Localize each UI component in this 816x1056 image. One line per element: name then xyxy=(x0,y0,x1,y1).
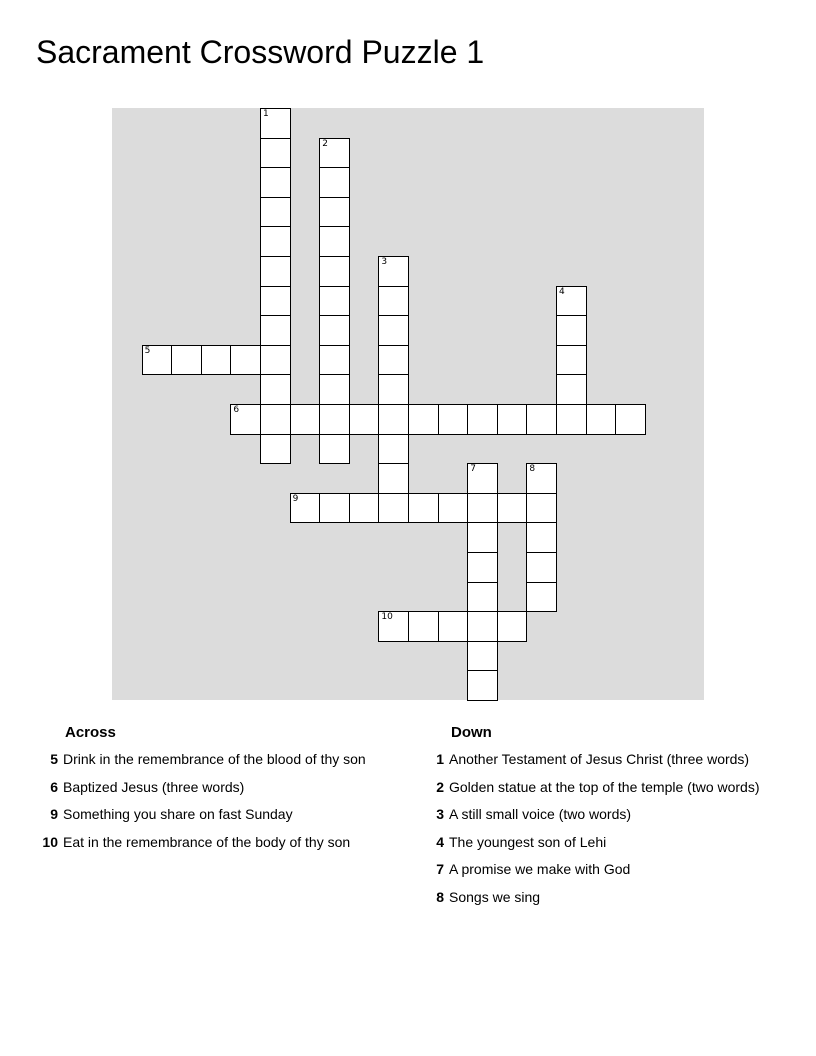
clue-number: 6 xyxy=(50,778,58,795)
crossword-cell[interactable] xyxy=(438,404,469,435)
crossword-cell[interactable] xyxy=(408,493,439,524)
crossword-cell[interactable] xyxy=(378,374,409,405)
crossword-cell[interactable] xyxy=(467,641,498,672)
crossword-cell[interactable] xyxy=(526,404,557,435)
clue-number: 4 xyxy=(436,833,444,850)
crossword-cell[interactable] xyxy=(467,493,498,524)
crossword-cell[interactable] xyxy=(378,404,409,435)
crossword-cell[interactable] xyxy=(615,404,646,435)
crossword-cell[interactable] xyxy=(497,611,528,642)
crossword-cell[interactable] xyxy=(201,345,232,376)
clue-number: 3 xyxy=(436,806,444,822)
crossword-cell[interactable] xyxy=(260,167,291,198)
clue-down-7 xyxy=(420,861,760,889)
crossword-cell[interactable] xyxy=(378,315,409,346)
clue-number: 7 xyxy=(436,861,444,877)
crossword-cell[interactable] xyxy=(319,374,350,405)
clue-across-9 xyxy=(34,806,366,834)
crossword-cell[interactable] xyxy=(467,463,498,494)
clue-across-10 xyxy=(34,834,366,862)
crossword-cell[interactable] xyxy=(260,138,291,169)
crossword-cell[interactable] xyxy=(349,493,380,524)
crossword-cell[interactable] xyxy=(260,374,291,405)
clue-number: 5 xyxy=(50,751,58,767)
crossword-cell[interactable] xyxy=(556,345,587,376)
crossword-cell[interactable] xyxy=(319,434,350,465)
crossword-cell[interactable] xyxy=(349,404,380,435)
crossword-cell[interactable] xyxy=(526,493,557,524)
crossword-cell[interactable] xyxy=(260,108,291,139)
crossword-cell[interactable] xyxy=(586,404,617,435)
crossword-cell[interactable] xyxy=(438,611,469,642)
crossword-cell[interactable] xyxy=(378,345,409,376)
clue-text: Eat in the remembrance of the body of thy son xyxy=(63,833,351,850)
crossword-cell[interactable] xyxy=(556,286,587,317)
crossword-cell[interactable] xyxy=(260,197,291,228)
crossword-cell[interactable] xyxy=(497,493,528,524)
clue-text: Songs we sing xyxy=(449,888,541,905)
crossword-cell[interactable] xyxy=(319,226,350,257)
crossword-cell[interactable] xyxy=(290,493,321,524)
cell-number: 8 xyxy=(529,464,536,475)
clue-number: 9 xyxy=(50,806,58,822)
clue-down-1 xyxy=(420,751,760,779)
crossword-cell[interactable] xyxy=(378,463,409,494)
crossword-cell[interactable] xyxy=(526,463,557,494)
crossword-cell[interactable] xyxy=(260,315,291,346)
cell-number: 1 xyxy=(263,109,269,119)
crossword-cell[interactable] xyxy=(526,582,557,613)
clue-text: Drink in the remembrance of the blood of thy son xyxy=(63,751,366,767)
crossword-grid xyxy=(112,108,704,700)
clue-down-4 xyxy=(420,834,760,862)
crossword-cell[interactable] xyxy=(319,167,350,198)
crossword-cell[interactable] xyxy=(319,256,350,287)
clue-text: Something you share on fast Sunday xyxy=(63,806,293,822)
page-title: Sacrament Crossword Puzzle 1 xyxy=(36,34,485,70)
crossword-cell[interactable] xyxy=(319,286,350,317)
crossword-cell[interactable] xyxy=(230,345,261,376)
clue-down-2 xyxy=(420,779,760,807)
crossword-cell[interactable] xyxy=(171,345,202,376)
crossword-cell[interactable] xyxy=(230,404,261,435)
crossword-cell[interactable] xyxy=(378,286,409,317)
crossword-cell[interactable] xyxy=(142,345,173,376)
crossword-cell[interactable] xyxy=(260,256,291,287)
cell-number: 2 xyxy=(322,138,328,149)
clue-text: Golden statue at the top of the temple (two words) xyxy=(449,778,760,795)
clue-down-3 xyxy=(420,806,760,834)
crossword-cell[interactable] xyxy=(290,404,321,435)
crossword-cell[interactable] xyxy=(526,552,557,583)
down-heading: Down xyxy=(451,724,492,741)
clue-text: A promise we make with God xyxy=(449,861,631,877)
crossword-cell[interactable] xyxy=(408,611,439,642)
clue-number: 8 xyxy=(436,888,444,905)
clue-down-8 xyxy=(420,889,760,917)
crossword-cell[interactable] xyxy=(467,404,498,435)
crossword-cell[interactable] xyxy=(260,286,291,317)
clue-across-6 xyxy=(34,779,366,807)
crossword-cell[interactable] xyxy=(319,197,350,228)
clue-text: The youngest son of Lehi xyxy=(449,833,607,850)
crossword-cell[interactable] xyxy=(467,611,498,642)
crossword-cell[interactable] xyxy=(556,315,587,346)
crossword-cell[interactable] xyxy=(378,434,409,465)
crossword-cell[interactable] xyxy=(467,552,498,583)
crossword-cell[interactable] xyxy=(556,374,587,405)
cell-number: 6 xyxy=(233,405,240,415)
crossword-cell[interactable] xyxy=(260,345,291,376)
cell-number: 4 xyxy=(559,286,565,297)
crossword-cell[interactable] xyxy=(260,404,291,435)
crossword-cell[interactable] xyxy=(260,434,291,465)
clue-text: A still small voice (two words) xyxy=(449,806,632,822)
cell-number: 9 xyxy=(292,493,299,504)
crossword-cell[interactable] xyxy=(438,493,469,524)
down-clues xyxy=(420,724,760,916)
crossword-cell[interactable] xyxy=(497,404,528,435)
crossword-cell[interactable] xyxy=(556,404,587,435)
across-clues xyxy=(34,724,366,861)
crossword-cell[interactable] xyxy=(260,226,291,257)
crossword-cell[interactable] xyxy=(319,493,350,524)
crossword-cell[interactable] xyxy=(378,611,409,642)
clue-number: 1 xyxy=(436,751,444,767)
crossword-cell[interactable] xyxy=(467,582,498,613)
clue-text: Baptized Jesus (three words) xyxy=(63,778,245,795)
clue-across-5 xyxy=(34,751,366,779)
crossword-cell[interactable] xyxy=(467,670,498,701)
crossword-cell[interactable] xyxy=(408,404,439,435)
clue-number: 10 xyxy=(42,833,58,850)
crossword-cell[interactable] xyxy=(378,256,409,287)
crossword-cell[interactable] xyxy=(467,522,498,553)
crossword-cell[interactable] xyxy=(319,138,350,169)
across-heading: Across xyxy=(65,724,116,741)
crossword-cell[interactable] xyxy=(319,345,350,376)
crossword-cell[interactable] xyxy=(526,522,557,553)
crossword-cell[interactable] xyxy=(319,315,350,346)
cell-number: 5 xyxy=(144,345,151,356)
cell-number: 3 xyxy=(381,257,388,267)
cell-number: 10 xyxy=(381,612,393,623)
clue-number: 2 xyxy=(436,778,444,795)
crossword-cell[interactable] xyxy=(319,404,350,435)
crossword-cell[interactable] xyxy=(378,493,409,524)
clue-text: Another Testament of Jesus Christ (three words) xyxy=(449,751,750,767)
cell-number: 7 xyxy=(470,464,476,475)
